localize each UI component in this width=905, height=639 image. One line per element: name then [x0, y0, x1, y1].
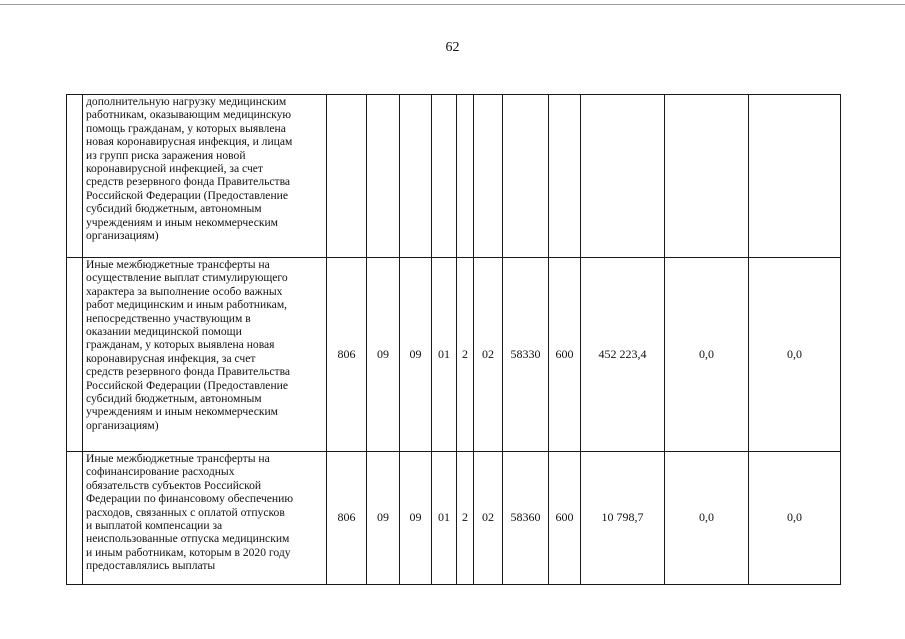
page-number: 62 — [445, 40, 460, 55]
ministry-code-cell: 806 — [327, 258, 367, 452]
direction-code-cell: 58360 — [503, 452, 549, 585]
section-code-cell: 09 — [367, 258, 400, 452]
subsection-code-cell — [400, 95, 432, 258]
program-code-cell — [432, 95, 457, 258]
ministry-code-cell — [327, 95, 367, 258]
ministry-code-cell: 806 — [327, 452, 367, 585]
description-cell: дополнительную нагрузку медицинским работникам, оказывающим медицинскую помощь гражданам, у которых выявлена новая коронавирусная инфекция, и лицам из групп риска заражения новой коронавирусной инфекцией, за счет средств резервного фонда Правительства Российской Федерации (Предоставление субсидий бюджетным, автономным учреждениям и иным некоммерческим организациям) — [83, 95, 327, 258]
amount-2022-cell: 0,0 — [749, 452, 841, 585]
amount-2021-cell: 0,0 — [665, 258, 749, 452]
section-code-cell: 09 — [367, 452, 400, 585]
description-cell: Иные межбюджетные трансферты на осуществление выплат стимулирующего характера за выполнение особо важных работ медицинским и иным работникам, непосредственно участвующим в оказании медицинской помощи гражданам, у которых выявлена новая коронавирусная инфекция, за счет средств резервного фонда Правительства Российской Федерации (Предоставление субсидий бюджетным, автономным учреждениям и иным некоммерческим организациям) — [83, 258, 327, 452]
amount-2020-cell — [581, 95, 665, 258]
row-index-cell — [67, 95, 83, 258]
amount-2022-cell: 0,0 — [749, 258, 841, 452]
row-index-cell — [67, 452, 83, 585]
event-code-cell — [474, 95, 503, 258]
event-code-cell: 02 — [474, 258, 503, 452]
row-index-cell — [67, 258, 83, 452]
event-code-cell: 02 — [474, 452, 503, 585]
amount-2021-cell: 0,0 — [665, 452, 749, 585]
program-code-cell: 01 — [432, 452, 457, 585]
subprogram-type-cell: 2 — [457, 258, 474, 452]
table-row — [67, 258, 841, 452]
expense-type-cell: 600 — [549, 258, 581, 452]
amount-2022-cell — [749, 95, 841, 258]
direction-code-cell: 58330 — [503, 258, 549, 452]
section-code-cell — [367, 95, 400, 258]
amount-2021-cell — [665, 95, 749, 258]
description-cell: Иные межбюджетные трансферты на софинансирование расходных обязательств субъектов Российской Федерации по финансовому обеспечению расходов, связанных с оплатой отпусков и выплатой компенсации за неиспользованные отпуска медицинским и иным работникам, которым в 2020 году предоставлялись выплаты — [83, 452, 327, 585]
amount-2020-cell: 10 798,7 — [581, 452, 665, 585]
subsection-code-cell: 09 — [400, 452, 432, 585]
subsection-code-cell: 09 — [400, 258, 432, 452]
subprogram-type-cell: 2 — [457, 452, 474, 585]
direction-code-cell — [503, 95, 549, 258]
subprogram-type-cell — [457, 95, 474, 258]
page-top-rule — [0, 4, 905, 5]
expense-type-cell: 600 — [549, 452, 581, 585]
table-row — [67, 452, 841, 585]
budget-table — [66, 94, 841, 585]
expense-type-cell — [549, 95, 581, 258]
amount-2020-cell: 452 223,4 — [581, 258, 665, 452]
program-code-cell: 01 — [432, 258, 457, 452]
table-row — [67, 95, 841, 258]
